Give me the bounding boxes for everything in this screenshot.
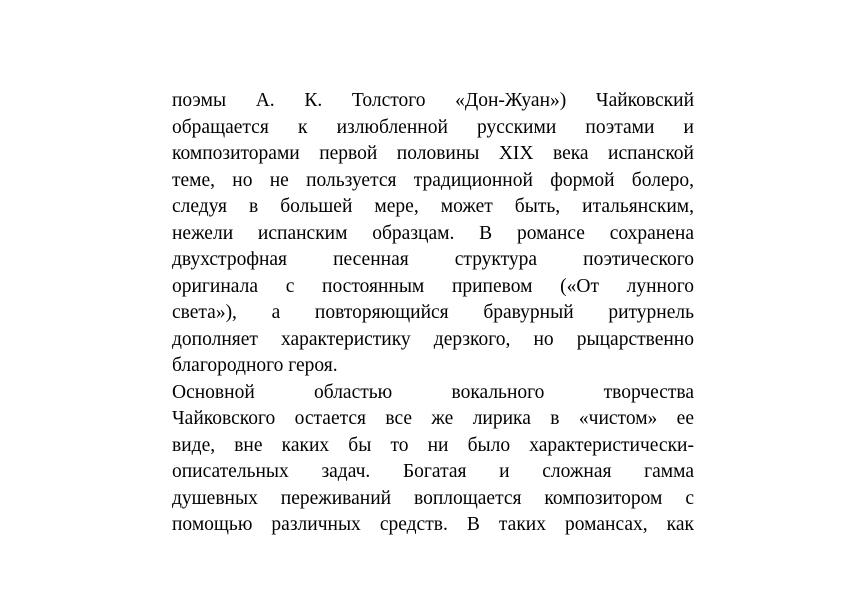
text-line: следуя в большей мере, может быть, итальянским,	[172, 196, 694, 217]
body-text	[172, 88, 694, 539]
text-line: композиторами первой половины XIX века испанской	[172, 143, 694, 164]
text-line: обращается к излюбленной русскими поэтами и	[172, 116, 694, 138]
text-line: теме, но не пользуется традиционной формой болеро,	[172, 169, 694, 191]
text-line: благородного героя.	[172, 355, 338, 376]
text-line: душевных переживаний воплощается композитором с	[172, 487, 694, 509]
text-line: Чайковского остается все же лирика в «чистом» ее	[172, 408, 694, 429]
text-line: двухстрофная песенная структура поэтического	[172, 249, 694, 270]
text-line: Основной областью вокального творчества	[172, 381, 694, 403]
text-line: света»), а повторяющийся бравурный ритурнель	[172, 302, 694, 323]
text-line: виде, вне каких бы то ни было характеристически-	[172, 434, 694, 456]
text-line: описательных задач. Богатая и сложная гамма	[172, 461, 694, 482]
text-line: оригинала с постоянным припевом («От лунного	[172, 275, 694, 297]
text-line: нежели испанским образцам. В романсе сохранена	[172, 222, 694, 244]
text-line: поэмы А. К. Толстого «Дон-Жуан») Чайковский	[172, 90, 694, 111]
text-line: дополняет характеристику дерзкого, но рыцарственно	[172, 328, 694, 350]
text-line: помощью различных средств. В таких романсах, как	[172, 514, 694, 535]
